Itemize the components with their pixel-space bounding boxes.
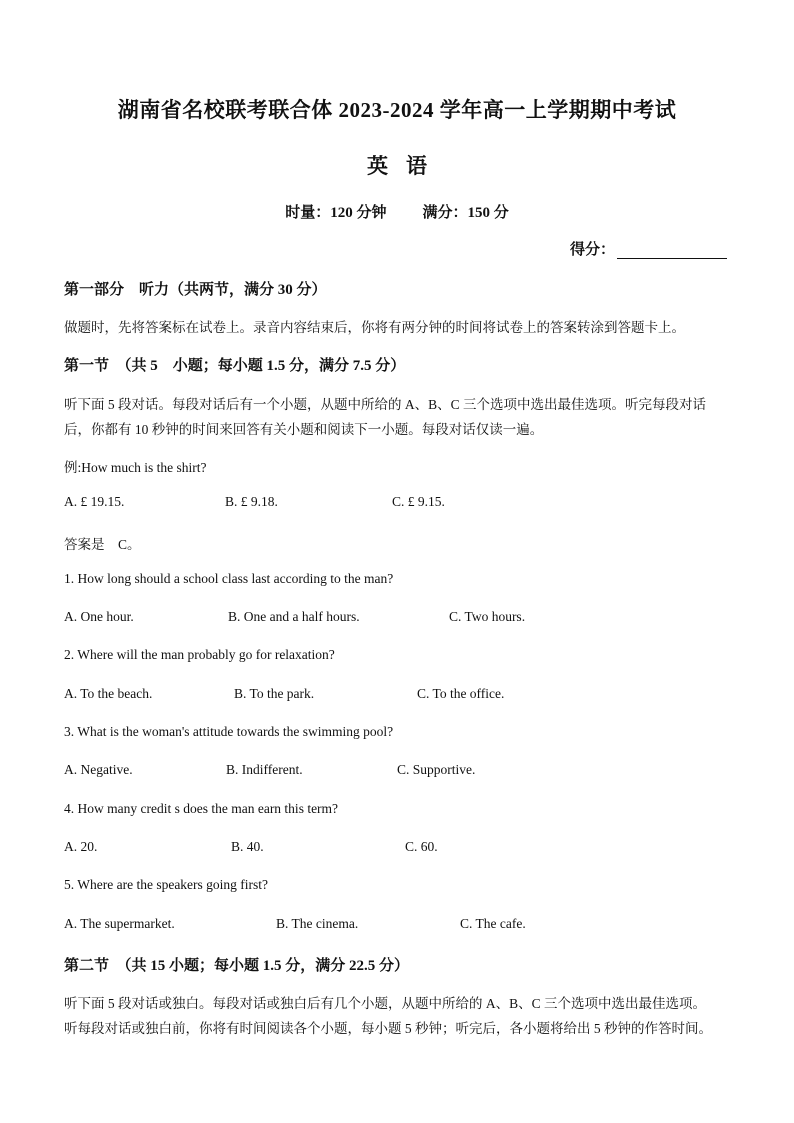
question-2-option-b: B. To the park. xyxy=(234,686,315,701)
question-5: 5. Where are the speakers going first? xyxy=(64,877,269,892)
section1-instruction-line1: 听下面 5 段对话。每段对话后有一个小题，从题中所给的 A、B、C 三个选项中选出最佳选项。听完每段对话 xyxy=(64,397,707,412)
question-1-option-a: A. One hour. xyxy=(64,609,134,624)
example-option-c: C. £ 9.15. xyxy=(392,494,445,509)
question-4-option-c: C. 60. xyxy=(405,839,438,854)
question-3-option-c: C. Supportive. xyxy=(397,762,476,777)
question-2-option-a: A. To the beach. xyxy=(64,686,153,701)
example-answer: 答案是 C。 xyxy=(64,537,141,552)
score-field[interactable] xyxy=(570,238,727,259)
part1-heading: 第一部分 听力（共两节，满分 30 分） xyxy=(64,282,327,298)
question-4-option-a: A. 20. xyxy=(64,839,98,854)
question-5-option-b: B. The cinema. xyxy=(276,916,359,931)
section1-heading: 第一节 （共 5 小题；每小题 1.5 分，满分 7.5 分） xyxy=(64,358,406,374)
section2-heading: 第二节 （共 15 小题；每小题 1.5 分，满分 22.5 分） xyxy=(64,958,410,974)
question-1: 1. How long should a school class last according to the man? xyxy=(64,571,394,586)
question-1-option-b: B. One and a half hours. xyxy=(228,609,360,624)
subject-title: 英语 xyxy=(367,154,445,178)
time-label: 时量：120 分钟 xyxy=(285,205,387,221)
score-label: 得分： xyxy=(570,242,616,258)
score-blank-line[interactable] xyxy=(617,244,727,259)
question-3: 3. What is the woman's attitude towards the swimming pool? xyxy=(64,724,394,739)
question-5-option-a: A. The supermarket. xyxy=(64,916,175,931)
exam-title: 湖南省名校联考联合体 2023-2024 学年高一上学期期中考试 xyxy=(117,98,677,122)
question-5-option-c: C. The cafe. xyxy=(460,916,526,931)
example-question: 例:How much is the shirt? xyxy=(64,460,207,475)
question-4: 4. How many credit s does the man earn this term? xyxy=(64,801,339,816)
question-1-option-c: C. Two hours. xyxy=(449,609,526,624)
example-option-b: B. £ 9.18. xyxy=(225,494,278,509)
section1-instruction-line2: 后，你都有 10 秒钟的时间来回答有关小题和阅读下一小题。每段对话仅读一遍。 xyxy=(64,422,544,437)
part1-instruction: 做题时，先将答案标在试卷上。录音内容结束后，你将有两分钟的时间将试卷上的答案转涂到答题卡上。 xyxy=(64,320,685,335)
question-3-option-b: B. Indifferent. xyxy=(226,762,303,777)
section2-instruction-line2: 听每段对话或独白前，你将有时间阅读各个小题，每小题 5 秒钟；听完后，各小题将给出 5 秒钟的作答时间。 xyxy=(64,1021,712,1036)
section2-instruction-line1: 听下面 5 段对话或独白。每段对话或独白后有几个小题，从题中所给的 A、B、C 三个选项中选出最佳选项。 xyxy=(64,996,707,1011)
question-4-option-b: B. 40. xyxy=(231,839,264,854)
question-3-option-a: A. Negative. xyxy=(64,762,133,777)
question-2: 2. Where will the man probably go for relaxation? xyxy=(64,647,335,662)
example-option-a: A. £ 19.15. xyxy=(64,494,125,509)
full-score-label: 满分：150 分 xyxy=(422,205,509,221)
question-2-option-c: C. To the office. xyxy=(417,686,505,701)
exam-meta xyxy=(0,201,794,222)
